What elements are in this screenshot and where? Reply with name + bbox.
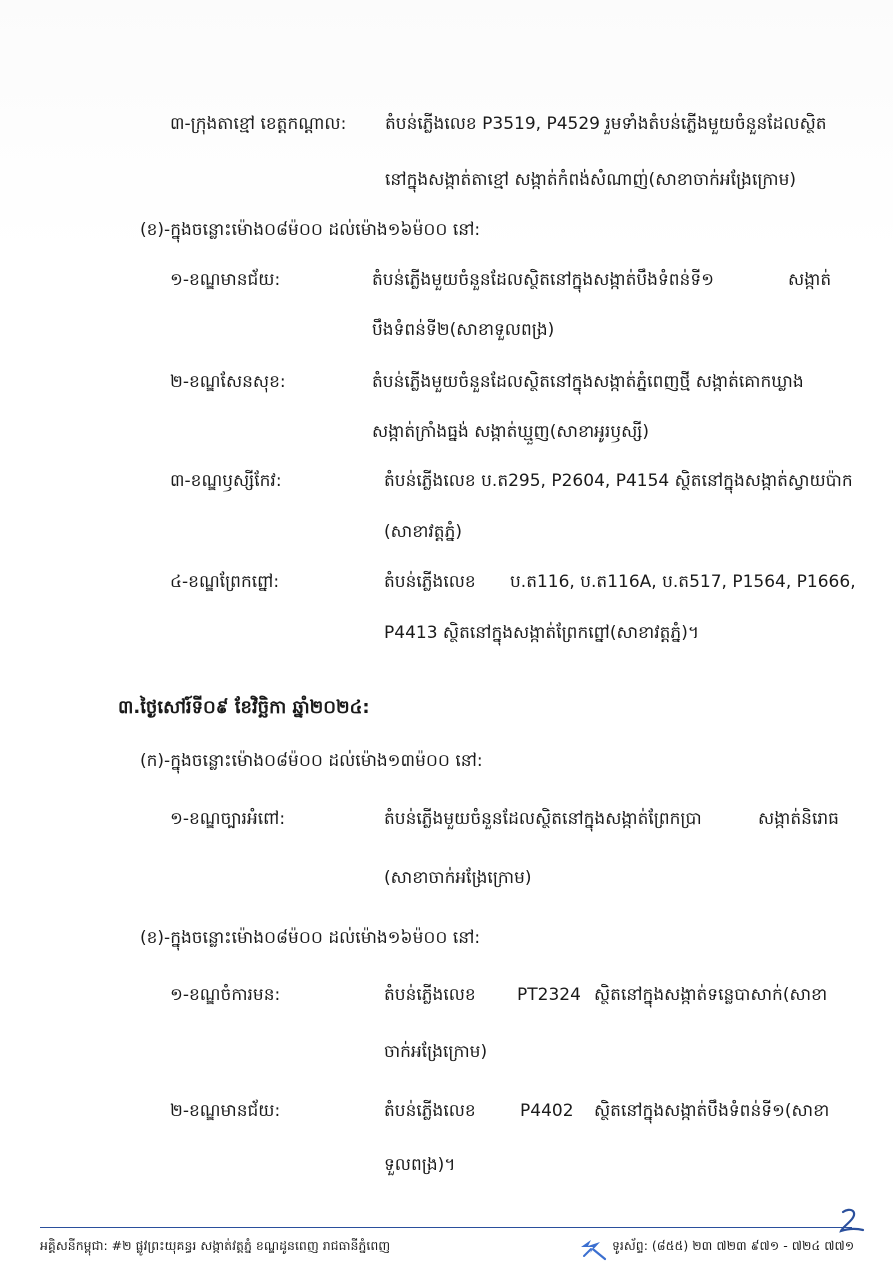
block8-label: ២-ខណ្ឌមានជ័យ: bbox=[170, 1101, 281, 1121]
block7-line2: ចាក់អង្រែក្រោម) bbox=[384, 1042, 488, 1062]
block2-label: ១-ខណ្ឌមានជ័យ: bbox=[170, 270, 281, 290]
block8-line1c: ស្ថិតនៅក្នុងសង្កាត់បឹងទំពន់ទី១(សាខា bbox=[594, 1101, 830, 1121]
block8-line1b: P4402 bbox=[520, 1101, 574, 1121]
block8-line2: ទួលពង្រ)។ bbox=[384, 1155, 456, 1175]
section-heading-3: ៣.ថ្ងៃសៅរ៍ទី០៩ ខែវិច្ឆិកា ឆ្នាំ២០២៤: bbox=[118, 697, 370, 718]
block7-line1b: PT2324 bbox=[517, 985, 581, 1005]
block6-line1b: សង្កាត់និរោធ bbox=[758, 809, 839, 829]
block5-line1a: តំបន់ភ្លើងលេខ bbox=[384, 572, 476, 592]
block3-line1: តំបន់ភ្លើងមួយចំនួនដែលស្ថិតនៅក្នុងសង្កាត់ភ្នំពេញថ្មី សង្កាត់គោកឃ្លាង bbox=[372, 372, 804, 392]
block7-line1c: ស្ថិតនៅក្នុងសង្កាត់ទន្លេបាសាក់(សាខា bbox=[594, 985, 828, 1005]
subheading-ka: (ក)-ក្នុងចន្លោះម៉ោង០៨ម៉០០ ដល់ម៉ោង១៣ម៉០០ នៅ: bbox=[140, 751, 483, 771]
block7-line1a: តំបន់ភ្លើងលេខ bbox=[384, 985, 476, 1005]
block4-line2: (សាខាវត្តភ្នំ) bbox=[384, 522, 463, 542]
block4-label: ៣-ខណ្ឌឫស្សីកែវ: bbox=[170, 471, 282, 491]
edc-logo-icon bbox=[578, 1232, 608, 1262]
block6-label: ១-ខណ្ឌច្បារអំពៅ: bbox=[170, 809, 286, 829]
block5-line1b: ប.ត116, ប.ត116A, ប.ត517, P1564, P1666, bbox=[510, 572, 856, 592]
subheading-kha-1: (ខ)-ក្នុងចន្លោះម៉ោង០៨ម៉០០ ដល់ម៉ោង១៦ម៉០០ នៅ: bbox=[140, 220, 481, 240]
block2-line2: បឹងទំពន់ទី២(សាខាទួលពង្រ) bbox=[372, 320, 555, 340]
block2-line1a: តំបន់ភ្លើងមួយចំនួនដែលស្ថិតនៅក្នុងសង្កាត់បឹងទំពន់ទី១ bbox=[372, 270, 714, 290]
block2-line1b: សង្កាត់ bbox=[788, 270, 832, 290]
block6-line1a: តំបន់ភ្លើងមួយចំនួនដែលស្ថិតនៅក្នុងសង្កាត់ព្រែកប្រា bbox=[384, 809, 702, 829]
block4-line1: តំបន់ភ្លើងលេខ ប.ត295, P2604, P4154 ស្ថិតនៅក្នុងសង្កាត់ស្វាយប៉ាក bbox=[384, 471, 853, 491]
footer-divider bbox=[40, 1227, 852, 1228]
block1-line2: នៅក្នុងសង្កាត់តាខ្មៅ សង្កាត់កំពង់សំណាញ់(សាខាចាក់អង្រែក្រោម) bbox=[385, 170, 797, 190]
block3-line2: សង្កាត់ក្រាំងធ្នង់ សង្កាត់ឃ្មួញ(សាខាអូរឫស្សី) bbox=[372, 422, 649, 442]
block3-label: ២-ខណ្ឌសែនសុខ: bbox=[170, 372, 286, 392]
block1-label: ៣-ក្រុងតាខ្មៅ ខេត្តកណ្ដាល: bbox=[170, 114, 347, 134]
block5-line2: P4413 ស្ថិតនៅក្នុងសង្កាត់ព្រែកព្នៅ(សាខាវត្តភ្នំ)។ bbox=[384, 623, 700, 643]
handwritten-initial-icon bbox=[836, 1206, 866, 1236]
block1-line1: តំបន់ភ្លើងលេខ P3519, P4529 រួមទាំងតំបន់ភ្លើងមួយចំនួនដែលស្ថិត bbox=[385, 114, 827, 134]
block7-label: ១-ខណ្ឌចំការមន: bbox=[170, 985, 281, 1005]
footer-address: អគ្គិសនីកម្ពុជា: #២ ផ្លូវព្រះយុគន្ធរ សង្កាត់វត្តភ្នំ ខណ្ឌដូនពេញ រាជធានីភ្នំពេញ bbox=[40, 1238, 391, 1253]
footer-phone: ទូរស័ព្ទ: (៨៥៥) ២៣ ៧២៣ ៩៧១ - ៧២៤ ៧៧១ bbox=[612, 1238, 855, 1253]
block5-label: ៤-ខណ្ឌព្រែកព្នៅ: bbox=[170, 572, 280, 592]
subheading-kha-2: (ខ)-ក្នុងចន្លោះម៉ោង០៨ម៉០០ ដល់ម៉ោង១៦ម៉០០ នៅ: bbox=[140, 928, 481, 948]
block6-line2: (សាខាចាក់អង្រែក្រោម) bbox=[384, 868, 532, 888]
block8-line1a: តំបន់ភ្លើងលេខ bbox=[384, 1101, 476, 1121]
